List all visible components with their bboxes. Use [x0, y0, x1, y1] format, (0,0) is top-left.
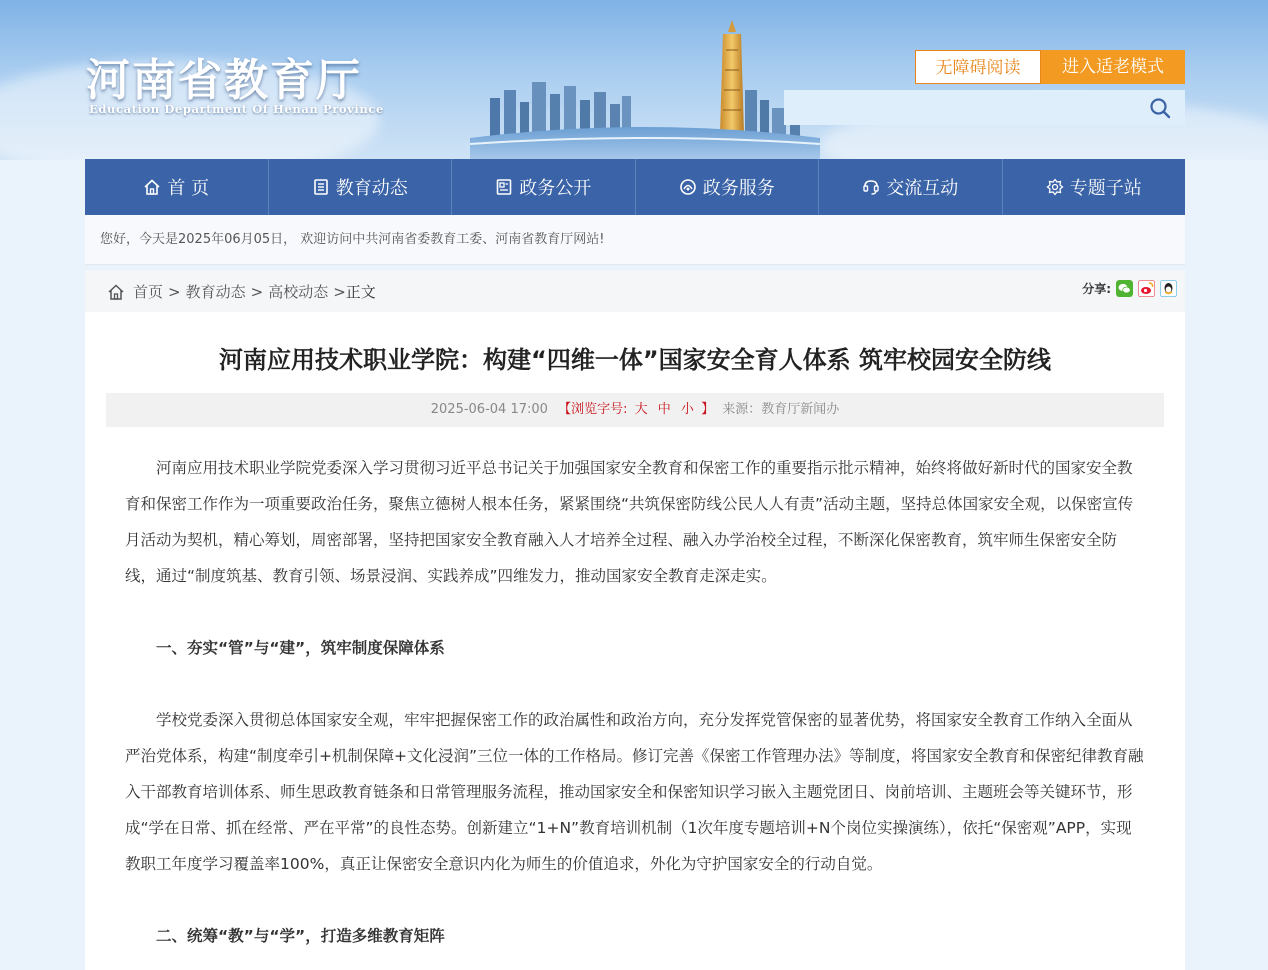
article-body — [125, 450, 1145, 954]
paragraph-spacer — [125, 594, 1145, 630]
paragraph-spacer — [125, 882, 1145, 918]
article-paragraph: 河南应用技术职业学院党委深入学习贯彻习近平总书记关于加强国家安全教育和保密工作的重要指示批示精神，始终将做好新时代的国家安全教育和保密工作作为一项重要政治任务，聚焦立德树人根本任务，紧紧围绕“共筑保密防线公民人人有责”活动主题，坚持总体国家安全观，以保密宣传月活动为契机，精心筹划，周密部署，坚持把国家安全教育融入人才培养全过程、融入办学治校全过程，不断深化保密教育，筑牢师生保密安全防线，通过“制度筑基、教育引领、场景浸润、实践养成”四维发力，推动国家安全教育走深走实。 — [125, 459, 1134, 585]
font-size-label-close: 】 — [701, 402, 715, 417]
service-icon — [679, 178, 697, 196]
breadcrumb-separator: > — [250, 282, 264, 301]
article-meta — [106, 393, 1164, 427]
nav-item-label: 首 页 — [167, 178, 210, 199]
nav-item-home[interactable] — [85, 159, 269, 215]
header-banner — [0, 0, 1268, 160]
article-section-heading: 一、夯实“管”与“建”，筑牢制度保障体系 — [156, 639, 445, 657]
nav-item-label: 专题子站 — [1069, 178, 1142, 199]
font-size-large-link[interactable]: 大 — [634, 402, 648, 417]
city-skyline-image — [470, 20, 820, 160]
paragraph-spacer — [125, 666, 1145, 702]
share-bar — [1082, 280, 1177, 297]
search-input[interactable] — [784, 90, 1185, 125]
breadcrumb-home-link[interactable]: 首页 — [133, 283, 164, 301]
article-container — [85, 270, 1185, 970]
breadcrumb-university-news-link[interactable]: 高校动态 — [268, 283, 329, 301]
weibo-share-icon[interactable] — [1138, 280, 1155, 297]
nav-item-label: 交流互动 — [886, 178, 959, 199]
nav-item-label: 政务服务 — [702, 178, 775, 199]
qq-share-icon[interactable] — [1160, 280, 1177, 297]
breadcrumb-separator: > — [168, 282, 181, 301]
home-icon — [107, 283, 125, 301]
news-icon — [312, 178, 330, 196]
welcome-message: 您好，今天是2025年06月05日， 欢迎访问中共河南省委教育工委、河南省教育厅网站! — [85, 215, 1185, 265]
nav-item-interaction[interactable] — [819, 159, 1003, 215]
nav-item-topic-subsites[interactable] — [1003, 159, 1186, 215]
breadcrumb-bar — [85, 270, 1185, 312]
subsite-icon — [1046, 178, 1064, 196]
font-size-medium-link[interactable]: 中 — [657, 402, 671, 417]
site-logo-title[interactable]: 河南省教育厅 — [86, 55, 362, 106]
elder-mode-button[interactable]: 进入适老模式 — [1041, 50, 1185, 84]
article-source: 来源：教育厅新闻办 — [722, 402, 840, 417]
site-logo-subtitle: Education Department Of Henan Province — [89, 102, 384, 116]
article-date: 2025-06-04 17:00 — [430, 402, 548, 417]
search-icon[interactable] — [1149, 97, 1171, 119]
font-size-label: 【浏览字号: — [558, 402, 628, 417]
document-icon — [495, 178, 513, 196]
breadcrumb — [107, 281, 376, 302]
share-label: 分享: — [1082, 282, 1111, 296]
nav-item-label: 政务公开 — [519, 178, 592, 199]
article-title: 河南应用技术职业学院：构建“四维一体”国家安全育人体系 筑牢校园安全防线 — [219, 346, 1051, 374]
wechat-share-icon[interactable] — [1116, 280, 1133, 297]
nav-item-education-news[interactable] — [269, 159, 453, 215]
nav-item-label: 教育动态 — [335, 178, 408, 199]
main-navigation — [85, 159, 1185, 215]
accessible-reading-button[interactable]: 无障碍阅读 — [915, 50, 1041, 84]
article-section-heading: 二、统筹“教”与“学”，打造多维教育矩阵 — [156, 927, 445, 945]
nav-item-government-services[interactable] — [636, 159, 820, 215]
breadcrumb-separator: > — [333, 282, 346, 301]
interaction-icon — [862, 178, 880, 196]
font-size-small-link[interactable]: 小 — [680, 402, 694, 417]
home-icon — [143, 178, 161, 196]
breadcrumb-education-news-link[interactable]: 教育动态 — [185, 283, 246, 301]
breadcrumb-current: 正文 — [345, 283, 376, 301]
nav-item-government-affairs[interactable] — [452, 159, 636, 215]
article-paragraph: 学校党委深入贯彻总体国家安全观，牢牢把握保密工作的政治属性和政治方向，充分发挥党管保密的显著优势，将国家安全教育工作纳入全面从严治党体系，构建“制度牵引+机制保障+文化浸润”三位一体的工作格局。修订完善《保密工作管理办法》等制度，将国家安全教育和保密纪律教育融入干部教育培训体系、师生思政教育链条和日常管理服务流程，推动国家安全和保密知识学习嵌入主题党团日、岗前培训、主题班会等关键环节，形成“学在日常、抓在经常、严在平常”的良性态势。创新建立“1+N”教育培训机制（1次年度专题培训+N个岗位实操演练），依托“保密观”APP，实现教职工年度学习覆盖率100%，真正让保密安全意识内化为师生的价值追求，外化为守护国家安全的行动自觉。 — [125, 711, 1144, 873]
